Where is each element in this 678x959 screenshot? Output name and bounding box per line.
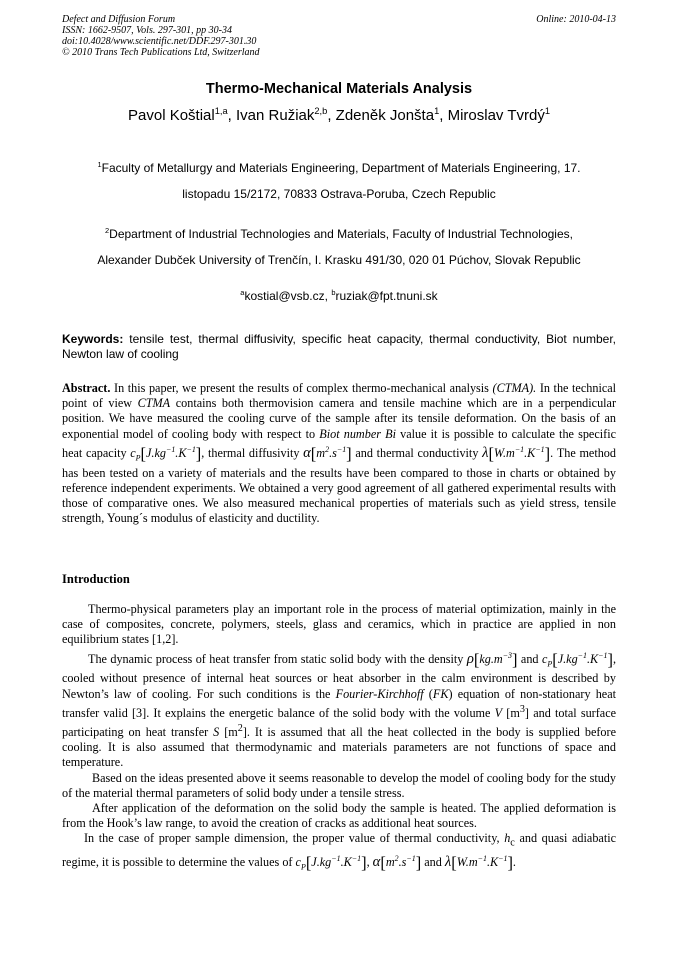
running-header (62, 14, 616, 58)
abstract-text: value it is possible to calculate the specific heat capacity (62, 426, 616, 460)
affiliation-text: Department of Industrial Technologies and Materials, Faculty of Industrial Technologies, (109, 227, 573, 241)
abstract-text: contains both thermovision camera and tensile machine which are in a perpendicular position. We have measured the cooling curve of the sample after its tensile deformation. On the basis of an exponential model of cooling body with respect to (62, 396, 617, 441)
author-sup: 2,b (314, 106, 328, 116)
intro-paragraph: In the case of proper sample dimension, the proper value of thermal conductivity, $h_c$ and quasi adiabatic regime, it is possible to determine the values of $c_P[J.kg^{-1}.K^{-1}]$, $\alpha[m^2.s^{-1}]$ and $\lambda[W.m^{-1}.K^{-1}]$. (62, 831, 617, 873)
intro-paragraph: Based on the ideas presented above it seems reasonable to develop the model of cooling body for the study of the material thermal parameters of solid body under a tensile stress. (62, 770, 616, 800)
issn-line: ISSN: 1662-9507, Vols. 297-301, pp 30-34 (62, 25, 232, 36)
intro-paragraph: After application of the deformation on the solid body the sample is heated. The applied deformation is from the Hook’s law range, to avoid the creation of cracks as additional heat sources. (62, 801, 616, 831)
author-sup: 1 (434, 106, 440, 116)
section-heading: Introduction (62, 572, 130, 586)
keywords (62, 332, 616, 362)
abstract-label: Abstract. (62, 381, 111, 395)
author-sup: 1 (544, 106, 550, 116)
abstract-text: In the technical point of view (62, 381, 617, 411)
author-name: Miroslav Tvrdý (447, 107, 545, 124)
email-link[interactable]: kostial@vsb.cz (244, 289, 325, 303)
intro-paragraph: Thermo-physical parameters play an important role in the process of material optimization, mainly in the case of composites, concrete, polymers, steels, glass and ceramics, which in practice are applied in non equilibrium states [1,2]. (62, 602, 616, 647)
email-separator: , (324, 289, 332, 303)
keywords-label: Keywords: (62, 332, 124, 346)
copyright-line: © 2010 Trans Tech Publications Ltd, Switzerland (62, 47, 260, 58)
email-link[interactable]: ruziak@fpt.tnuni.sk (335, 289, 438, 303)
affiliation-sup: 1 (97, 160, 102, 169)
abstract-text: and thermal conductivity (355, 445, 479, 460)
author-name: Zdeněk Jonšta (335, 107, 435, 124)
abstract-biot: Biot number Bi (319, 426, 396, 441)
author-separator: , (227, 107, 236, 124)
abstract-text: , thermal diffusivity (201, 445, 300, 460)
formula-cp: $c_P[J.kg^{-1}.K^{-1}]$ (130, 443, 202, 463)
email-sup: b (331, 288, 336, 297)
author-name: Pavol Koštial (128, 107, 215, 124)
affiliation-1 (62, 152, 616, 207)
formula-cp: $c_P[J.kg^{-1}.K^{-1}]$ (295, 853, 367, 873)
formula-rho: $\rho[kg.m^{-3}]$ (466, 649, 518, 669)
abstract (62, 381, 616, 526)
abstract-ctma: (CTMA). (492, 381, 537, 395)
email-list (62, 288, 616, 303)
intro-paragraph: The dynamic process of heat transfer from static solid body with the density $\rho[kg.m^{-3}]$ and $c_P[J.kg^{-1}.K^{-1}]$, cooled without presence of internal heat sources or heat absorber in the calm environment is described by Newton’s law of cooling. For such conditions is the Fourier-Kirchhoff (FK) equation of non-stationary heat transfer valid [3]. It explains the energetic balance of the solid body with the volume V $[m^3]$ and total surface participating on heat transfer S $[m^2]$. It is assumed that all the heat collected in the body is supplied before cooling. It is also assumed that thermodynamic and materials parameters are not functions of space and temperature. (62, 649, 617, 770)
email-sup: a (240, 288, 245, 297)
author-separator: , (327, 107, 336, 124)
online-date: Online: 2010-04-13 (536, 14, 616, 25)
formula-lambda: $\lambda[W.m^{-1}.K^{-1}]$ (444, 853, 513, 873)
abstract-paragraph (62, 381, 616, 526)
affiliation-text: Faculty of Metallurgy and Materials Engineering, Department of Materials Engineering, 17. (101, 161, 581, 175)
formula-cp: $c_P[J.kg^{-1}.K^{-1}]$ (541, 649, 613, 669)
journal-name: Defect and Diffusion Forum (62, 14, 176, 25)
formula-alpha: $\alpha[m^2.s^{-1}]$ (303, 443, 352, 463)
formula-alpha: $\alpha[m^2.s^{-1}]$ (372, 853, 422, 873)
abstract-text: In this paper, we present the results of complex thermo-mechanical analysis (114, 381, 489, 395)
author-name: Ivan Ružiak (236, 107, 315, 124)
affiliation-2 (62, 218, 616, 273)
keywords-text: tensile test, thermal diffusivity, specific heat capacity, thermal conductivity, Biot number, Newton law of cooling (62, 332, 616, 361)
affiliation-line: listopadu 15/2172, 70833 Ostrava-Poruba, Czech Republic (182, 187, 496, 201)
paper-title: Thermo-Mechanical Materials Analysis (205, 81, 473, 97)
abstract-text: . The method has been tested on a variety of materials and the results have been compared to those in charts or obtained by reference independent experiments. We obtained a very good agreement of all gathered experimental results with those of comparative ones. We also measured mechanical properties of materials such as yield stress, tensile strength, Young´s modulus of elasticity and ductility. (62, 445, 616, 526)
affiliation-line: Alexander Dubček University of Trenčín, I. Krasku 491/30, 020 01 Púchov, Slovak Republic (97, 253, 581, 267)
abstract-ctma: CTMA (137, 396, 171, 411)
formula-lambda: $\lambda[W.m^{-1}.K^{-1}]$ (482, 443, 551, 463)
affiliation-line (62, 152, 616, 181)
affiliation-line (62, 218, 616, 247)
author-list (62, 106, 616, 124)
introduction (62, 602, 616, 875)
author-sup: 1,a (214, 106, 228, 116)
doi-line: doi:10.4028/www.scientific.net/DDF.297-301.30 (62, 36, 257, 47)
author-separator: , (439, 107, 448, 124)
affiliation-sup: 2 (105, 226, 110, 235)
